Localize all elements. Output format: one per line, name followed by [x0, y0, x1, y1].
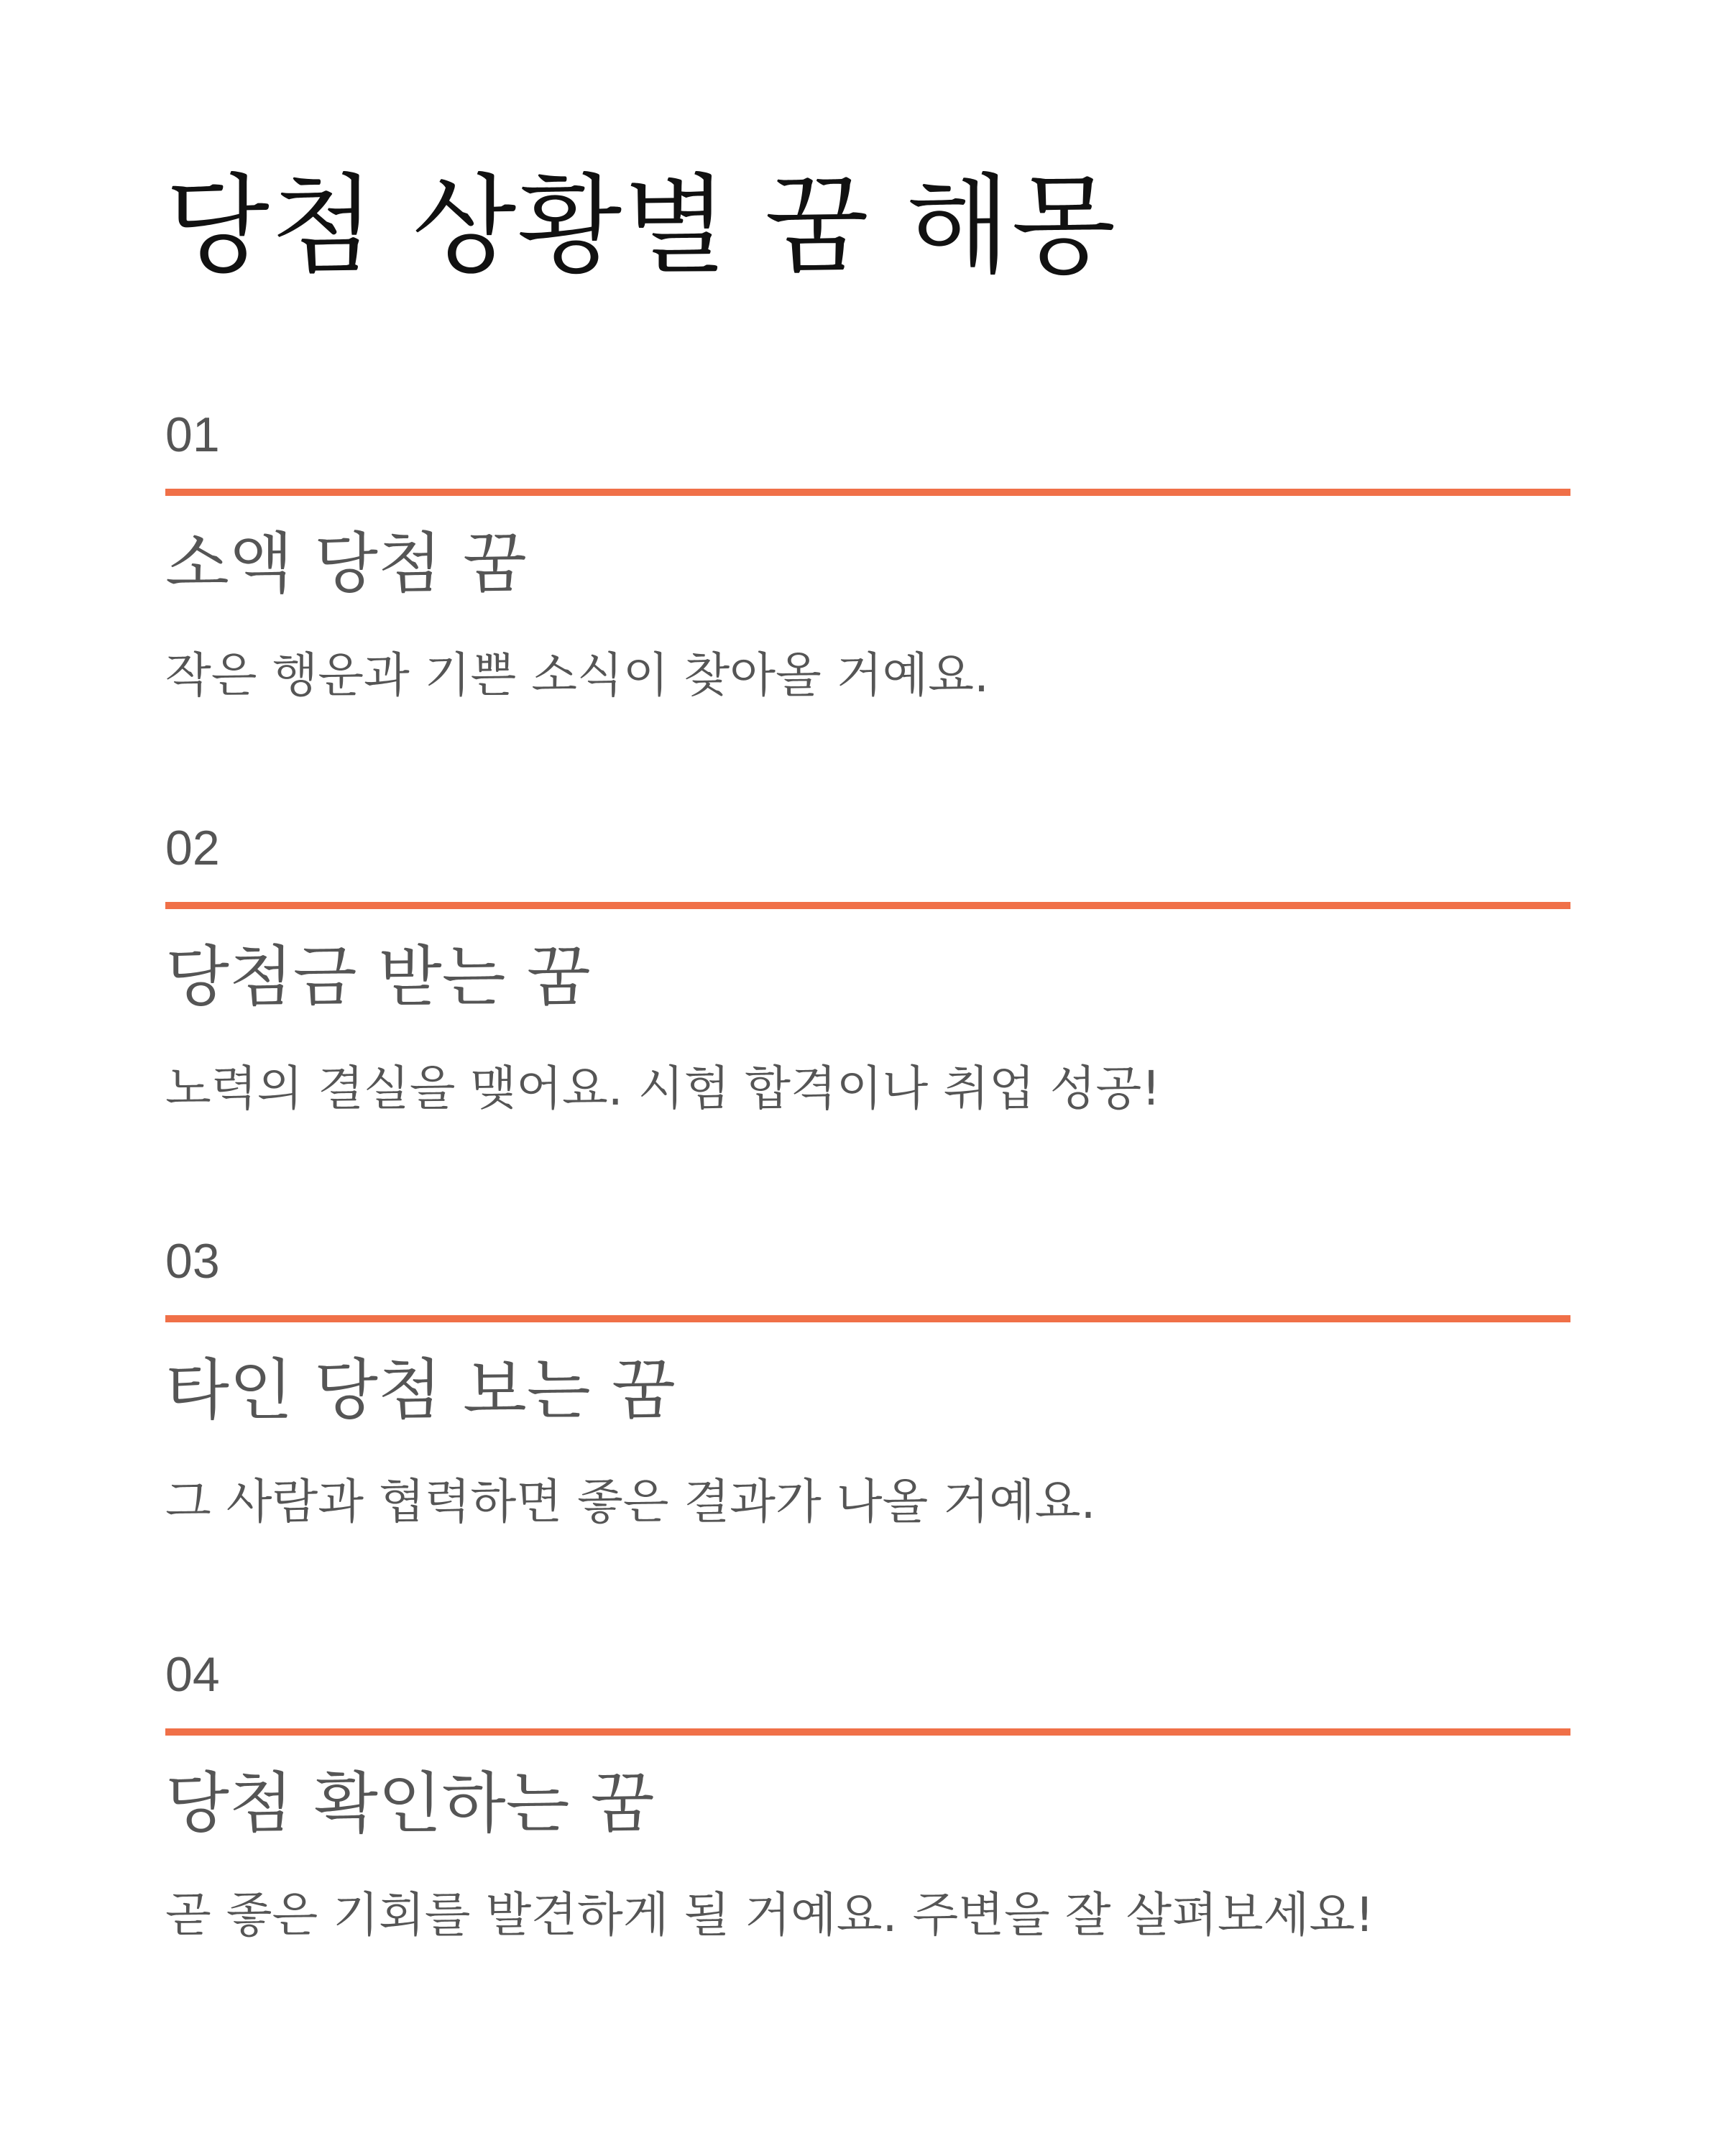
section-divider [165, 902, 1570, 909]
section-3 [165, 1233, 1570, 1531]
section-number: 01 [165, 407, 220, 462]
section-divider [165, 489, 1570, 496]
section-1 [165, 406, 1570, 704]
section-number: 02 [165, 821, 220, 875]
section-description: 그 사람과 협력하면 좋은 결과가 나올 거예요. [165, 1474, 1096, 1529]
section-2 [165, 819, 1570, 1118]
section-number: 04 [165, 1647, 220, 1702]
section-heading: 당첨 확인하는 꿈 [165, 1765, 655, 1842]
section-number: 03 [165, 1234, 220, 1289]
section-divider [165, 1315, 1570, 1322]
page-title: 당첨 상황별 꿈 해몽 [165, 164, 1118, 289]
section-heading: 당첨금 받는 꿈 [165, 939, 591, 1015]
section-heading: 소액 당첨 꿈 [165, 525, 527, 602]
section-description: 곧 좋은 기회를 발견하게 될 거예요. 주변을 잘 살펴보세요! [165, 1887, 1374, 1943]
section-4 [165, 1646, 1570, 1944]
section-description: 작은 행운과 기쁜 소식이 찾아올 거예요. [165, 648, 989, 703]
section-heading: 타인 당첨 보는 꿈 [165, 1352, 676, 1429]
section-divider [165, 1728, 1570, 1736]
section-description: 노력의 결실을 맺어요. 시험 합격이나 취업 성공! [165, 1061, 1161, 1116]
